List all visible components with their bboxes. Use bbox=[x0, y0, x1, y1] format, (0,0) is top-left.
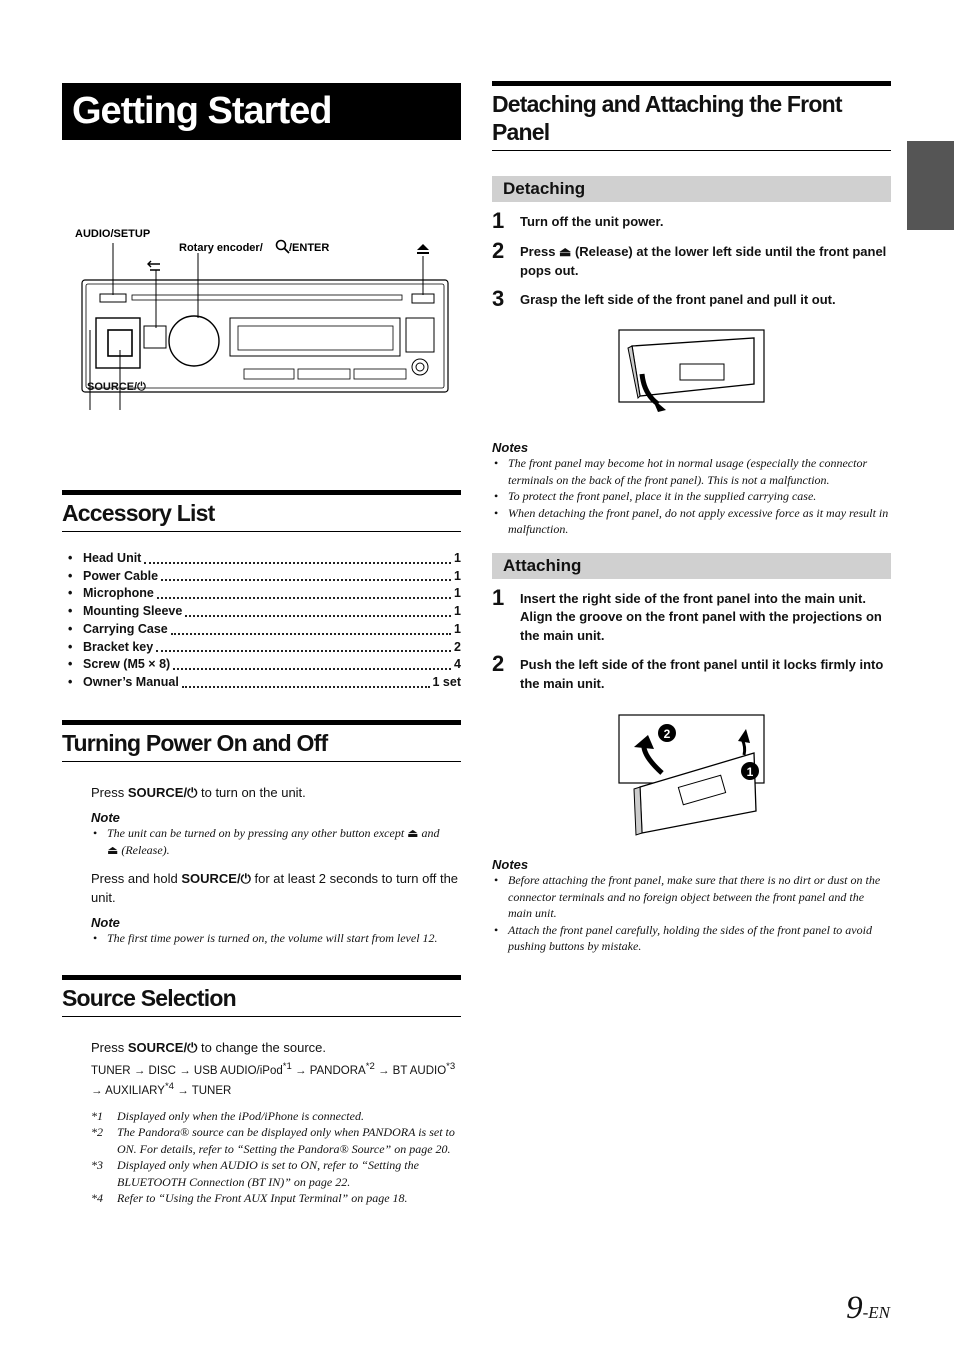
note-item: • The unit can be turned on by pressing any other button except ⏏ and ⏏ (Release). bbox=[91, 825, 461, 858]
label-source: SOURCE/⏻ bbox=[87, 381, 146, 393]
accessory-item: • Power Cable 1 bbox=[68, 568, 461, 583]
page-title: Getting Started bbox=[62, 83, 461, 140]
label-rotary: Rotary encoder/ bbox=[179, 242, 263, 254]
accessory-item: • Microphone 1 bbox=[68, 586, 461, 601]
footnote: *2 The Pandora® source can be displayed only when PANDORA is set to ON. For details, refer to “Setting the Pandora® Source” on page 20. bbox=[91, 1125, 455, 1156]
source-heading: Source Selection bbox=[62, 975, 461, 1017]
note-item: • The front panel may become hot in normal usage (especially the connector terminals on the back of the front panel). This is not a malfunction. bbox=[492, 455, 891, 488]
step: 1 Insert the right side of the front panel into the main unit. Align the groove on the front panel with the projections on the main unit. bbox=[492, 584, 882, 643]
note-item: • Attach the front panel carefully, holding the sides of the front panel to avoid pushing buttons by mistake. bbox=[492, 922, 891, 955]
detach-attach-heading: Detaching and Attaching the Front Panel bbox=[492, 81, 891, 151]
notes-heading: Notes bbox=[492, 857, 529, 872]
power-off-instruction: Press and hold SOURCE/⏻ for at least 2 seconds to turn off the unit. bbox=[91, 871, 459, 905]
accessory-item: • Owner’s Manual 1 set bbox=[68, 674, 461, 689]
search-icon bbox=[277, 241, 290, 254]
page-number: 9-EN bbox=[846, 1290, 890, 1326]
power-heading: Turning Power On and Off bbox=[62, 720, 461, 762]
detaching-heading: Detaching bbox=[492, 176, 891, 202]
footnote: *4 Refer to “Using the Front AUX Input Terminal” on page 18. bbox=[91, 1191, 408, 1206]
power-icon: ⏻ bbox=[187, 1039, 198, 1055]
attach-illustration bbox=[492, 707, 891, 847]
note-heading: Note bbox=[91, 810, 120, 826]
eject-icon: ⏏ bbox=[407, 826, 419, 841]
svg-text:1: 1 bbox=[746, 765, 754, 779]
right-column bbox=[492, 81, 891, 955]
left-column bbox=[62, 83, 461, 1207]
accessory-item: • Head Unit 1 bbox=[68, 551, 461, 565]
source-instruction: Press SOURCE/⏻ to change the source. bbox=[91, 1039, 327, 1055]
note-item: • Before attaching the front panel, make sure that there is no dirt or dust on the connector terminals and no foreign object between the front panel and the main unit. bbox=[492, 872, 891, 922]
source-chain: TUNER → DISC → USB AUDIO/iPod$^{*1}$ → $PANDORA^{*2}$ → BT $AUDIO^{*3}$ → $AUXILIARY^{*4}$ → TUNER bbox=[91, 1061, 456, 1097]
section-tab bbox=[907, 141, 954, 230]
label-audio-setup: AUDIO/SETUP bbox=[75, 228, 151, 240]
step: 2 Push the left side of the front panel until it locks firmly into the main unit. bbox=[492, 651, 884, 691]
notes-heading: Notes bbox=[492, 440, 529, 455]
detach-notes bbox=[492, 455, 891, 538]
note-heading: Note bbox=[91, 915, 120, 931]
step: 1 Turn off the unit power. bbox=[492, 208, 664, 233]
head-unit-diagram bbox=[62, 140, 461, 410]
attach-notes bbox=[492, 872, 891, 955]
footnote: *3 Displayed only when AUDIO is set to ON, refer to “Setting the BLUETOOTH Connection (BT IN)” on page 22. bbox=[91, 1158, 419, 1189]
accessory-heading: Accessory List bbox=[62, 490, 461, 532]
note-item: • To protect the front panel, place it in the supplied carrying case. bbox=[492, 488, 891, 505]
footnotes bbox=[91, 1108, 461, 1207]
eject-icon: ⏏ bbox=[559, 244, 572, 259]
note-item: • When detaching the front panel, do not apply excessive force as it may result in malfunction. bbox=[492, 505, 891, 538]
attaching-heading: Attaching bbox=[492, 553, 891, 579]
accessory-item: • Bracket key 2 bbox=[68, 639, 461, 654]
accessory-item: • Screw (M5 × 8) 4 bbox=[68, 657, 461, 672]
accessory-item: • Carrying Case 1 bbox=[68, 621, 461, 636]
release-icon: ⏏ bbox=[107, 842, 119, 857]
back-icon bbox=[148, 261, 160, 270]
accessory-item: • Mounting Sleeve 1 bbox=[68, 604, 461, 619]
power-icon: ⏻ bbox=[137, 381, 146, 393]
accessory-list bbox=[62, 550, 461, 692]
step: 2 Press ⏏ (Release) at the lower left side until the front panel pops out. bbox=[492, 238, 887, 278]
footnote: *1 Displayed only when the iPod/iPhone is connected. bbox=[91, 1108, 364, 1123]
note-item: • The first time power is turned on, the volume will start from level 12. bbox=[91, 930, 461, 947]
detach-illustration bbox=[492, 324, 891, 428]
power-icon: ⏻ bbox=[240, 871, 251, 887]
step: 3 Grasp the left side of the front panel and pull it out. bbox=[492, 286, 836, 311]
power-on-instruction: Press SOURCE/⏻ to turn on the unit. bbox=[91, 784, 306, 800]
label-enter: /ENTER bbox=[289, 242, 330, 254]
svg-text:2: 2 bbox=[663, 727, 671, 741]
eject-icon bbox=[417, 244, 429, 254]
power-icon: ⏻ bbox=[187, 784, 198, 800]
